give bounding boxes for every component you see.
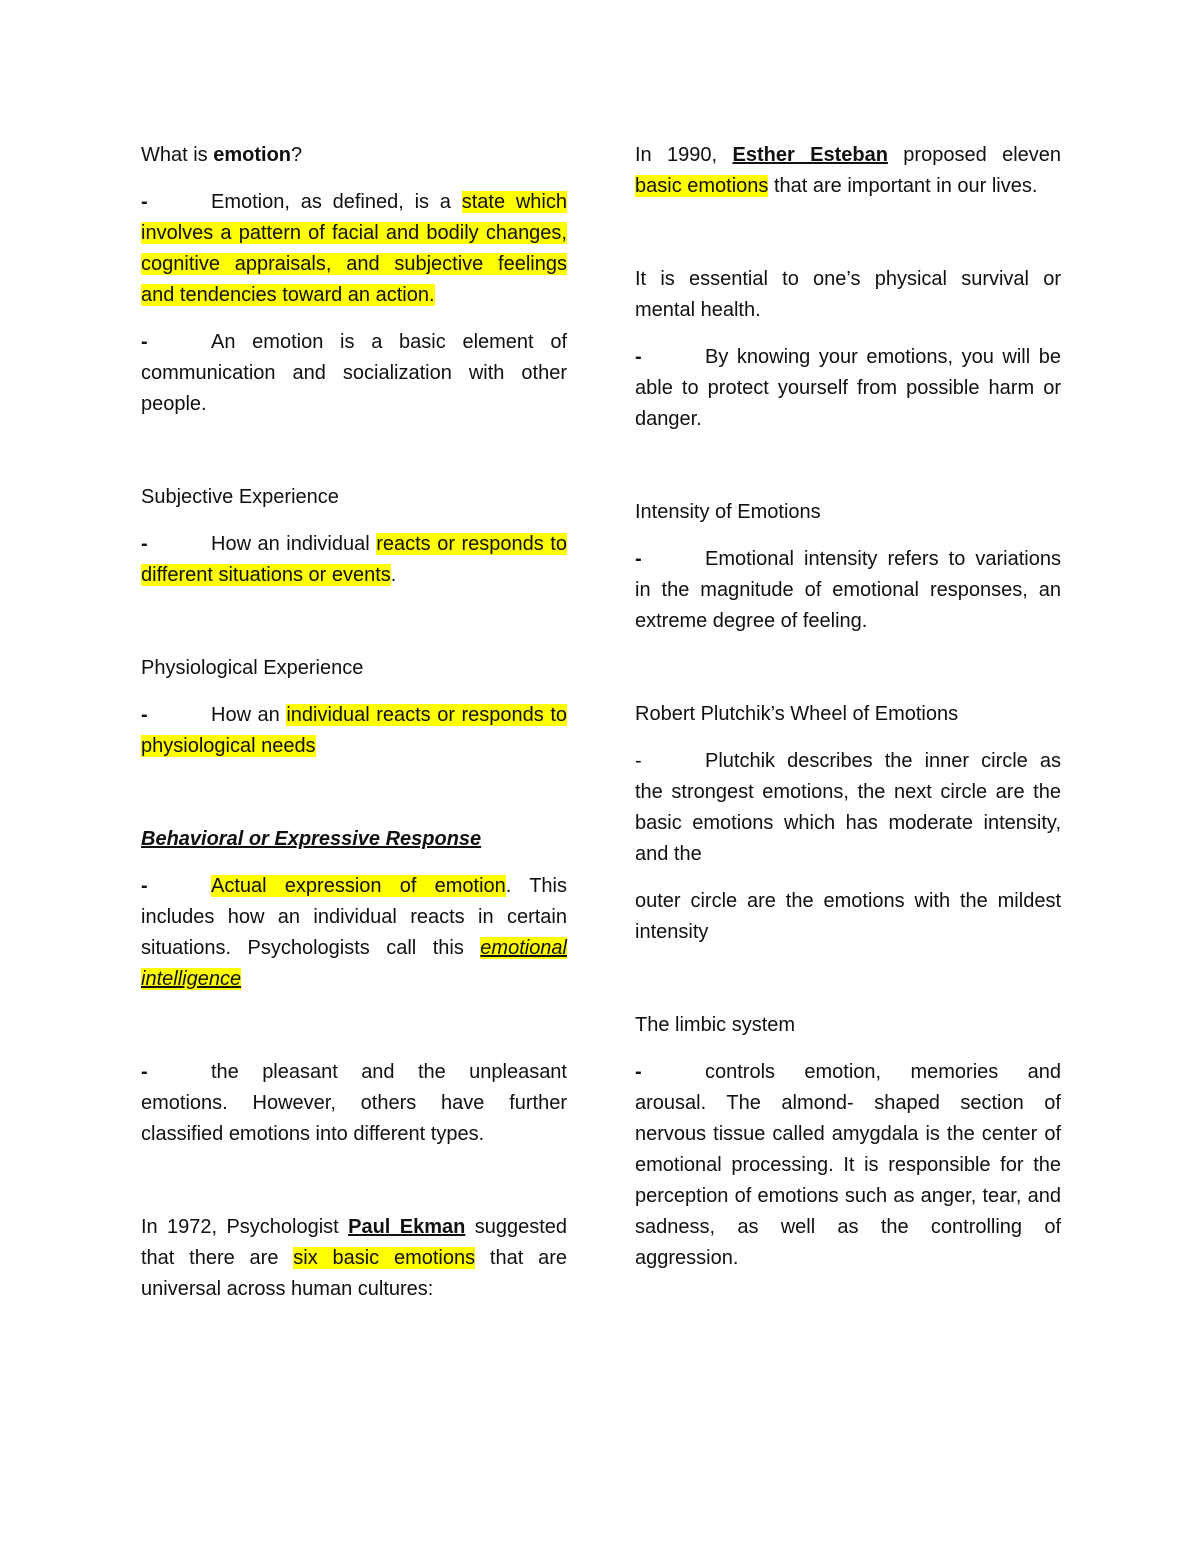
pleasant-unpleasant-bullet: - the pleasant and the unpleasant emotions. However, others have further classified emotions into different types. [141,1057,567,1150]
intensity-bullet: - Emotional intensity refers to variations in the magnitude of emotional responses, an extreme degree of feeling. [635,544,1061,637]
plutchik-continued: outer circle are the emotions with the mildest intensity [635,890,1061,943]
subjective-bullet: - How an individual reacts or responds to different situations or events. [141,529,567,591]
bullet-dash: - [635,346,642,368]
bullet-dash: - [635,548,642,570]
bullet-dash: - [635,1061,642,1083]
plutchik-heading: Robert Plutchik’s Wheel of Emotions [635,703,959,725]
communication-bullet: - An emotion is a basic element of communication and socialization with other people. [141,327,567,420]
physiological-experience-heading: Physiological Experience [141,657,364,679]
physiological-bullet: - How an individual reacts or responds to physiological needs [141,700,567,762]
left-column [141,140,567,1305]
bullet-dash: - [141,331,148,353]
what-is-emotion-heading: What is emotion? [141,144,303,166]
bullet-dash: - [635,750,642,772]
limbic-heading: The limbic system [635,1014,796,1036]
plutchik-bullet: - Plutchik describes the inner circle as the strongest emotions, the next circle are the basic emotions which has moderate intensity, and the [635,746,1061,870]
limbic-bullet: - controls emotion, memories and arousal. The almond- shaped section of nervous tissue called amygdala is the center of emotional processing. It is responsible for the perception of emotions such as anger, tear, and sadness, as well as the controlling of aggression. [635,1057,1061,1274]
emotion-definition-bullet: - Emotion, as defined, is a state which involves a pattern of facial and bodily changes, cognitive appraisals, and subjective feelings and tendencies toward an action. [141,187,567,311]
knowing-emotions-bullet: - By knowing your emotions, you will be able to protect yourself from possible harm or danger. [635,342,1061,435]
bullet-dash: - [141,875,148,897]
behavioral-response-heading: Behavioral or Expressive Response [141,828,482,850]
right-column [635,140,1061,1274]
bullet-dash: - [141,191,148,213]
intensity-heading: Intensity of Emotions [635,501,821,523]
behavioral-bullet: - Actual expression of emotion. This includes how an individual reacts in certain situations. Psychologists call this emotional intelligence [141,871,567,995]
paul-ekman-name: Paul Ekman [348,1216,466,1238]
ekman-paragraph: In 1972, Psychologist Paul Ekman suggested that there are six basic emotions that are universal across human cultures: [141,1216,567,1300]
essential-paragraph: It is essential to one’s physical survival or mental health. [635,268,1061,321]
esteban-paragraph: In 1990, Esther Esteban proposed eleven basic emotions that are important in our lives. [635,144,1062,197]
bullet-dash: - [141,704,148,726]
bullet-dash: - [141,1061,148,1083]
subjective-experience-heading: Subjective Experience [141,486,339,508]
bullet-dash: - [141,533,148,555]
esther-esteban-name: Esther Esteban [732,144,888,166]
